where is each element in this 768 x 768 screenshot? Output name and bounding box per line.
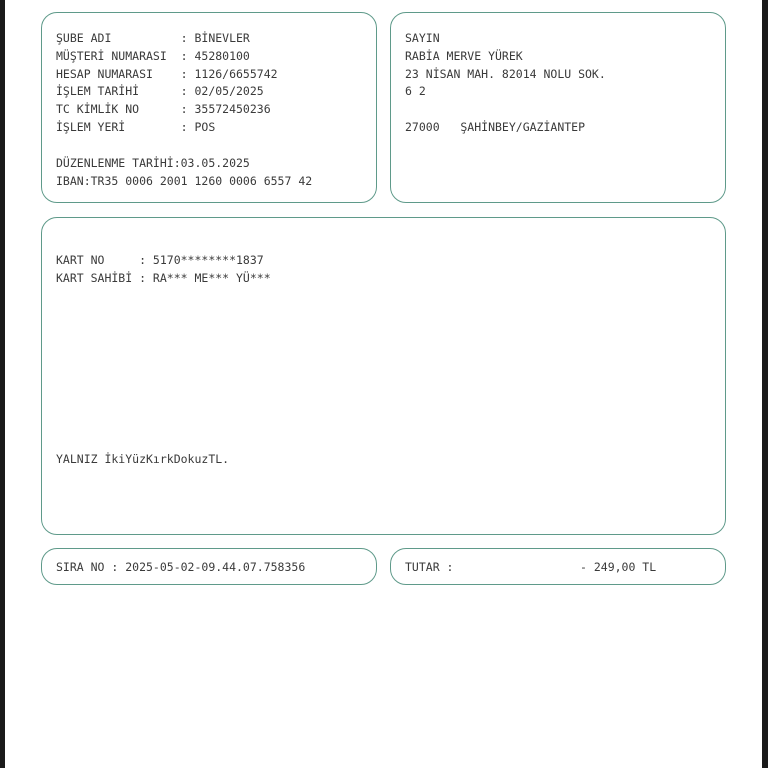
document-page — [5, 0, 762, 768]
account-info-box — [41, 12, 377, 203]
tc-id-number: TC KİMLİK NO : 35572450236 — [56, 102, 271, 116]
address-line-2: 6 2 — [405, 84, 426, 98]
address-line-1: 23 NİSAN MAH. 82014 NOLU SOK. — [405, 67, 606, 81]
amount-in-words: YALNIZ İkiYüzKırkDokuzTL. — [56, 452, 230, 466]
branch-name: ŞUBE ADI : BİNEVLER — [56, 31, 250, 45]
total-label: TUTAR : — [405, 560, 454, 574]
transaction-place: İŞLEM YERİ : POS — [56, 120, 216, 134]
recipient-address-box — [390, 12, 726, 203]
total-value: - 249,00 TL — [580, 560, 657, 574]
card-details-box — [41, 217, 726, 535]
customer-number: MÜŞTERİ NUMARASI : 45280100 — [56, 49, 250, 63]
postal-city: 27000 ŞAHİNBEY/GAZİANTEP — [405, 120, 586, 134]
card-holder: KART SAHİBİ : RA*** ME*** YÜ*** — [56, 271, 271, 285]
sequence-number-box — [41, 548, 377, 585]
account-number: HESAP NUMARASI : 1126/6655742 — [56, 67, 278, 81]
total-amount-box — [390, 548, 726, 585]
transaction-date: İŞLEM TARİHİ : 02/05/2025 — [56, 84, 264, 98]
iban: IBAN:TR35 0006 2001 1260 0006 6557 42 — [56, 174, 313, 188]
card-number: KART NO : 5170********1837 — [56, 253, 264, 267]
salutation: SAYIN — [405, 31, 440, 45]
issue-date: DÜZENLENME TARİHİ:03.05.2025 — [56, 156, 250, 170]
sequence-number: SIRA NO : 2025-05-02-09.44.07.758356 — [56, 560, 306, 574]
recipient-name: RABİA MERVE YÜREK — [405, 49, 523, 63]
